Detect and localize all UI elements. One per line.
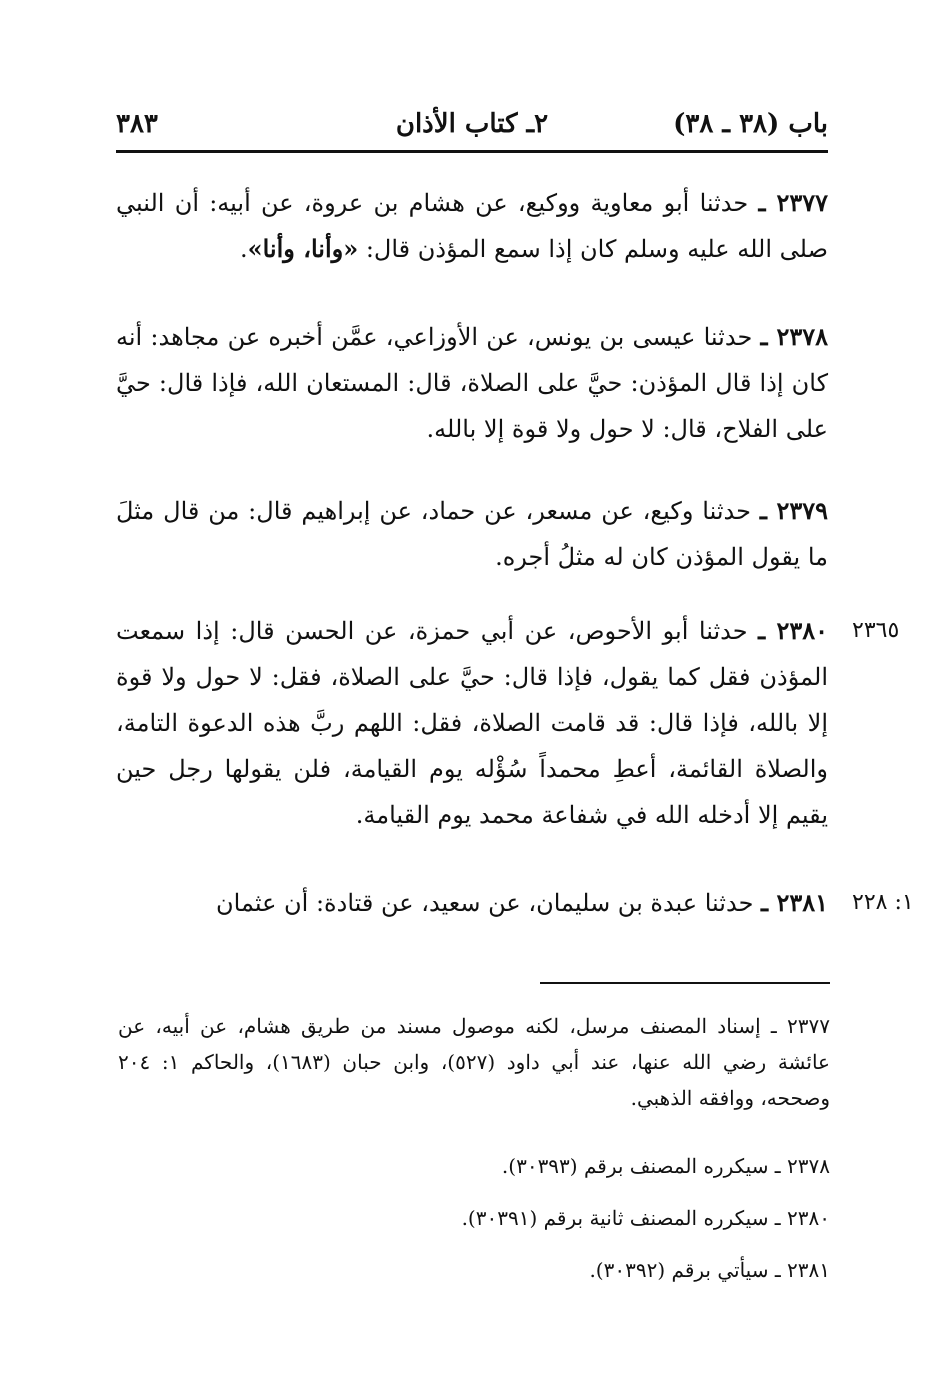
footnote-divider <box>540 982 830 984</box>
footnote: ٢٣٧٧ ـ إسناد المصنف مرسل، لكنه موصول مسند من طريق هشام، عن أبيه، عن عائشة رضي الله عنها، عند أبي داود (٥٢٧)، وابن حبان (١٦٨٣)، والحاكم ١: ٢٠٤ وصححه، ووافقه الذهبي. <box>118 1014 830 1110</box>
hadith-end: . <box>239 235 248 263</box>
header-divider <box>116 150 828 153</box>
hadith-text: حدثنا عيسى بن يونس، عن الأوزاعي، عمَّن أخبره عن مجاهد: أنه كان إذا قال المؤذن: حيَّ على الصلاة، قال: المستعان الله، فإذا قال: حيَّ على الفلاح، قال: لا حول ولا قوة إلا بالله. <box>116 323 828 443</box>
hadith-text: حدثنا عبدة بن سليمان، عن سعيد، عن قتادة: أن عثمان <box>216 889 762 917</box>
hadith-number: ٢٣٧٧ ـ <box>758 188 828 217</box>
hadith-entry-2377 <box>116 180 828 272</box>
hadith-number: ٢٣٧٩ ـ <box>759 496 829 525</box>
footnote: ٢٣٧٨ ـ سيكرره المصنف برقم (٣٠٣٩٣). <box>501 1154 830 1178</box>
page-number: ٣٨٣ <box>116 109 158 139</box>
hadith-text: حدثنا وكيع، عن مسعر، عن حماد، عن إبراهيم قال: من قال مثلَ ما يقول المؤذن كان له مثلُ أجره. <box>116 497 828 571</box>
margin-reference: ٢٣٦٥ <box>852 618 900 643</box>
margin-reference: ١: ٢٢٨ <box>852 890 914 915</box>
footnote: ٢٣٨٠ ـ سيكرره المصنف ثانية برقم (٣٠٣٩١). <box>461 1206 830 1230</box>
hadith-entry-2381 <box>116 880 828 926</box>
hadith-entry-2380 <box>116 608 828 838</box>
book-title: ٢ـ كتاب الأذان <box>395 109 549 139</box>
hadith-text: حدثنا أبو الأحوص، عن أبي حمزة، عن الحسن قال: إذا سمعت المؤذن فقل كما يقول، فإذا قال: حيَّ على الصلاة، فقل: لا حول ولا قوة إلا بالله، فإذا قال: قد قامت الصلاة، فقل: اللهم ربَّ هذه الدعوة التامة، والصلاة القائمة، أعطِ محمداً سُؤْله يوم القيامة، فلن يقولها رجل حين يقيم إلا أدخله الله في شفاعة محمد يوم القيامة. <box>116 617 828 829</box>
hadith-number: ٢٣٧٨ ـ <box>760 322 828 351</box>
hadith-entry-2378 <box>116 314 828 452</box>
hadith-number: ٢٣٨٠ ـ <box>758 616 829 645</box>
footnote: ٢٣٨١ ـ سيأتي برقم (٣٠٣٩٢). <box>589 1258 830 1282</box>
page-header <box>116 104 828 144</box>
hadith-entry-2379 <box>116 488 828 580</box>
hadith-quote: «وأنا، وأنا» <box>247 234 359 263</box>
chapter-heading: باب (٣٨ ـ ٣٨) <box>673 109 828 139</box>
hadith-number: ٢٣٨١ ـ <box>761 888 828 917</box>
hadith-text: حدثنا أبو معاوية ووكيع، عن هشام بن عروة، عن أبيه: أن النبي صلى الله عليه وسلم كان إذا سمع المؤذن قال: <box>116 189 828 263</box>
